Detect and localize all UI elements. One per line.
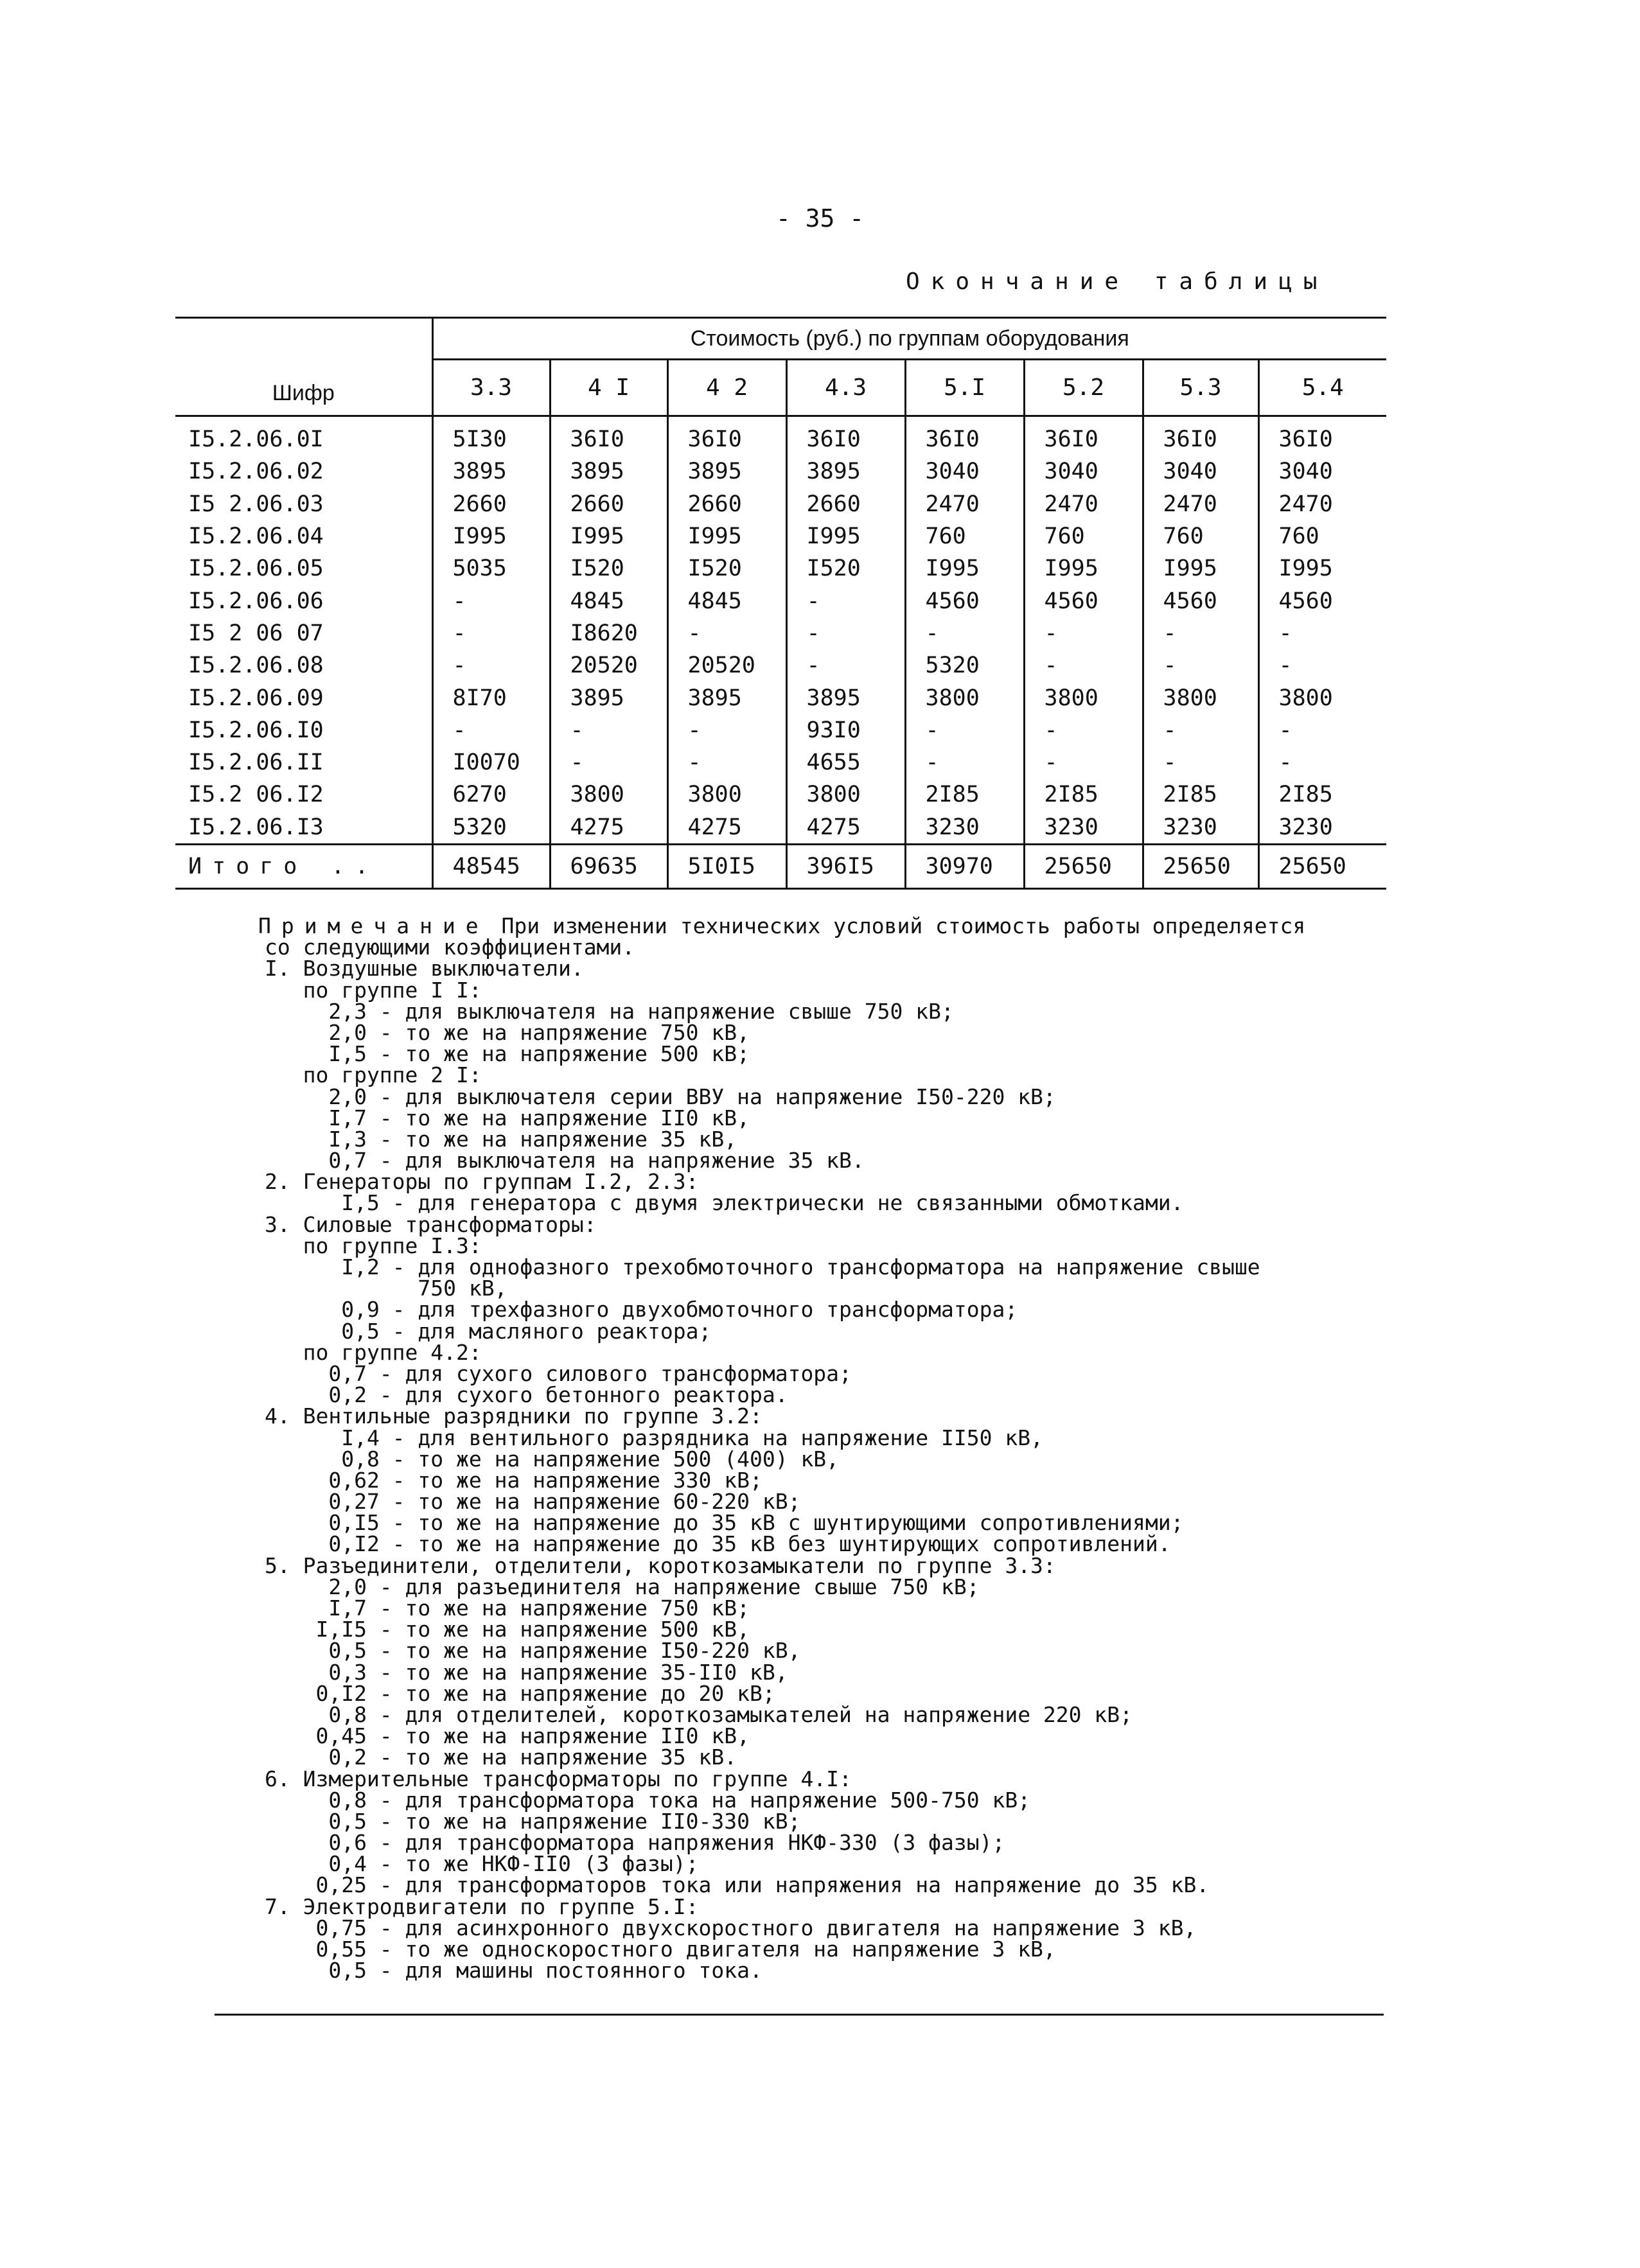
cost-cell: -	[905, 714, 1024, 746]
table-row	[175, 455, 1386, 488]
row-code: I5.2.06.08	[188, 653, 324, 679]
cost-cell: I995	[432, 520, 550, 552]
cost-cell: 4560	[905, 585, 1024, 617]
cost-cell: 36I0	[786, 416, 905, 456]
note-line: I,5 - для генератора с двумя электрически не связанными обмотками.	[265, 1190, 1184, 1216]
cost-cell: -	[905, 617, 1024, 649]
note-line: 2,0 - для выключателя серии ВВУ на напряжение I50-220 кВ;	[265, 1084, 1056, 1109]
cost-cell: I520	[550, 552, 667, 585]
cost-cell: 3040	[1258, 455, 1386, 488]
note-line: I,3 - то же на напряжение 35 кВ,	[265, 1126, 737, 1152]
cost-cell: 3800	[1143, 681, 1258, 714]
cost-cell: -	[550, 714, 667, 746]
cost-cell: -	[1024, 714, 1143, 746]
notes-section	[258, 913, 1421, 1983]
note-line: 0,7 - для выключателя на напряжение 35 кВ.	[265, 1148, 865, 1174]
code-column-header: Шифр	[175, 318, 432, 416]
note-line: 0,8 - для трансформатора тока на напряжение 500-750 кВ;	[265, 1787, 1031, 1813]
table-row	[175, 714, 1386, 746]
row-code: I5.2.06.I3	[188, 814, 324, 840]
cost-cell: I995	[667, 520, 786, 552]
note-line: 0,I2 - то же на напряжение до 35 кВ без шунтирующих сопротивлений.	[265, 1531, 1171, 1557]
cost-cell: 5I30	[432, 416, 550, 456]
note-line: по группе 2 I:	[265, 1062, 482, 1088]
cost-cell: 20520	[550, 649, 667, 681]
note-line: 2,3 - для выключателя на напряжение свыше 750 кВ;	[265, 998, 954, 1024]
row-code: I5.2.06.05	[188, 556, 324, 582]
note-line: 0,8 - то же на напряжение 500 (400) кВ,	[265, 1446, 840, 1472]
total-label: Итого ..	[175, 844, 432, 888]
cost-cell: -	[667, 714, 786, 746]
note-line: 2. Генераторы по группам I.2, 2.3:	[265, 1169, 699, 1195]
cost-cell: 3800	[550, 778, 667, 811]
cost-cell: 3895	[786, 681, 905, 714]
row-code: I5.2 06.I2	[188, 782, 324, 808]
cost-cell: -	[786, 617, 905, 649]
row-code: I5.2.06.06	[188, 588, 324, 614]
note-line: 0,5 - для машины постоянного тока.	[265, 1958, 763, 1983]
cost-table	[175, 317, 1386, 890]
cost-cell: -	[786, 585, 905, 617]
cost-cell: 2660	[550, 488, 667, 520]
note-line: 0,7 - для сухого силового трансформатора;	[265, 1360, 852, 1386]
cost-cell: 2I85	[905, 778, 1024, 811]
cost-cell: 5320	[905, 649, 1024, 681]
note-line: по группе 4.2:	[265, 1339, 482, 1365]
cost-cell: 2I85	[1024, 778, 1143, 811]
cost-cell: 3230	[1143, 811, 1258, 845]
note-line: 2,0 - то же на напряжение 750 кВ,	[265, 1019, 750, 1045]
total-cell: 69635	[550, 844, 667, 888]
cost-cell: 3230	[1024, 811, 1143, 845]
total-cell: 5I0I5	[667, 844, 786, 888]
table-row	[175, 585, 1386, 617]
cost-cell: -	[550, 746, 667, 778]
cost-cell: 36I0	[1258, 416, 1386, 456]
note-line: 0,62 - то же на напряжение 330 кВ;	[265, 1467, 763, 1493]
cost-cell: 4560	[1143, 585, 1258, 617]
cost-cell: 2470	[1024, 488, 1143, 520]
cost-cell: 760	[905, 520, 1024, 552]
note-line: 0,5 - для масляного реактора;	[265, 1318, 712, 1344]
cost-cell: -	[1024, 617, 1143, 649]
table-row	[175, 811, 1386, 845]
cost-cell: 760	[1143, 520, 1258, 552]
total-cell: 48545	[432, 844, 550, 888]
table-row	[175, 778, 1386, 811]
total-cell: 25650	[1024, 844, 1143, 888]
cost-cell: 4560	[1024, 585, 1143, 617]
cost-cell: 2660	[667, 488, 786, 520]
total-cell: 25650	[1143, 844, 1258, 888]
table-row	[175, 681, 1386, 714]
cost-cell: -	[905, 746, 1024, 778]
cost-cell: 36I0	[905, 416, 1024, 456]
cost-cell: -	[1143, 617, 1258, 649]
note-line: 0,3 - то же на напряжение 35-II0 кВ,	[265, 1659, 788, 1685]
total-cell: 30970	[905, 844, 1024, 888]
note-title: Примечание	[258, 913, 489, 938]
note-heading-line	[258, 915, 1421, 936]
column-header: 5.4	[1258, 360, 1386, 416]
cost-cell: 3895	[432, 455, 550, 488]
cost-cell: 3895	[786, 455, 905, 488]
table-row	[175, 617, 1386, 649]
note-line: 0,5 - то же на напряжение I50-220 кВ,	[265, 1638, 801, 1664]
note-line: I,4 - для вентильного разрядника на напряжение II50 кВ,	[265, 1425, 1043, 1450]
note-line: 6. Измерительные трансформаторы по группе 4.I:	[265, 1766, 852, 1791]
page-number: - 35 -	[775, 204, 865, 233]
cost-cell: 3895	[667, 455, 786, 488]
cost-cell: 3040	[1143, 455, 1258, 488]
cost-cell: 3800	[1024, 681, 1143, 714]
row-code: I5.2.06.II	[188, 750, 324, 776]
cost-cell: 36I0	[1024, 416, 1143, 456]
cost-cell: I995	[1143, 552, 1258, 585]
note-line: 0,55 - то же односкоростного двигателя на напряжение 3 кВ,	[265, 1937, 1056, 1962]
note-line: со следующими коэффициентами.	[265, 935, 635, 960]
cost-cell: 5035	[432, 552, 550, 585]
column-header: 4 2	[667, 360, 786, 416]
column-header: 3.3	[432, 360, 550, 416]
note-line: I,2 - для однофазного трехобмоточного трансформатора на напряжение свыше	[265, 1254, 1260, 1279]
cost-cell: 2660	[786, 488, 905, 520]
cost-cell: 3040	[905, 455, 1024, 488]
total-cell: 25650	[1258, 844, 1386, 888]
cost-cell: 36I0	[1143, 416, 1258, 456]
cost-cell: -	[432, 585, 550, 617]
total-row	[175, 844, 1386, 888]
note-line: по группе I I:	[265, 977, 482, 1003]
note-line: 0,45 - то же на напряжение II0 кВ,	[265, 1723, 750, 1749]
cost-cell: 2I85	[1143, 778, 1258, 811]
cost-cell: 3230	[905, 811, 1024, 845]
cost-cell: 4275	[667, 811, 786, 845]
row-code: I5.2.06.0I	[188, 426, 324, 453]
cost-cell: I995	[1258, 552, 1386, 585]
note-line: 0,25 - для трансформаторов тока или напряжения на напряжение до 35 кВ.	[265, 1872, 1210, 1898]
row-code: I5.2.06.02	[188, 459, 324, 485]
cost-cell: 3800	[786, 778, 905, 811]
cost-cell: 2470	[905, 488, 1024, 520]
cost-cell: 3895	[667, 681, 786, 714]
cost-cell: 4845	[550, 585, 667, 617]
cost-cell: 4275	[786, 811, 905, 845]
table-row	[175, 416, 1386, 456]
cost-cell: I520	[667, 552, 786, 585]
cost-cell: -	[786, 649, 905, 681]
cost-cell: 4845	[667, 585, 786, 617]
note-line: 0,5 - то же на напряжение II0-330 кВ;	[265, 1808, 801, 1834]
cost-cell: -	[667, 617, 786, 649]
group-header: Стоимость (руб.) по группам оборудования	[432, 318, 1386, 360]
note-intro: При изменении технических условий стоимость работы определяется	[488, 913, 1306, 938]
note-line: 0,9 - для трехфазного двухобмоточного трансформатора;	[265, 1297, 1018, 1323]
cost-cell: 2I85	[1258, 778, 1386, 811]
cost-cell: 4560	[1258, 585, 1386, 617]
row-code: I5.2.06.09	[188, 685, 324, 711]
cost-cell: 93I0	[786, 714, 905, 746]
note-line: I,7 - то же на напряжение II0 кВ,	[265, 1105, 750, 1130]
column-header: 5.2	[1024, 360, 1143, 416]
table-row	[175, 649, 1386, 681]
cost-cell: 6270	[432, 778, 550, 811]
note-line: 0,27 - то же на напряжение 60-220 кВ;	[265, 1489, 801, 1515]
bottom-rule	[215, 2014, 1384, 2016]
table-row	[175, 552, 1386, 585]
cost-cell: -	[1024, 746, 1143, 778]
cost-cell: 3230	[1258, 811, 1386, 845]
note-line: 0,6 - для трансформатора напряжения НКФ-330 (3 фазы);	[265, 1830, 1005, 1856]
note-line: 4. Вентильные разрядники по группе 3.2:	[265, 1403, 763, 1429]
cost-cell: -	[432, 617, 550, 649]
cost-cell: 3800	[1258, 681, 1386, 714]
table-row	[175, 520, 1386, 552]
cost-cell: 760	[1024, 520, 1143, 552]
cost-cell: 3800	[667, 778, 786, 811]
cost-cell: -	[1143, 746, 1258, 778]
cost-cell: I0070	[432, 746, 550, 778]
cost-cell: -	[1024, 649, 1143, 681]
cost-cell: 2660	[432, 488, 550, 520]
total-cell: 396I5	[786, 844, 905, 888]
cost-cell: -	[1258, 746, 1386, 778]
cost-cell: 3040	[1024, 455, 1143, 488]
note-line: 7. Электродвигатели по группе 5.I:	[265, 1894, 699, 1919]
note-line: 0,8 - для отделителей, короткозамыкателей на напряжение 220 кВ;	[265, 1701, 1133, 1727]
row-code: I5 2.06.03	[188, 491, 324, 517]
cost-cell: 3800	[905, 681, 1024, 714]
note-line: 750 кВ,	[265, 1276, 507, 1301]
cost-cell: I995	[1024, 552, 1143, 585]
table-row	[175, 746, 1386, 778]
note-line: I,5 - то же на напряжение 500 кВ;	[265, 1041, 750, 1067]
note-line: 0,2 - то же на напряжение 35 кВ.	[265, 1745, 737, 1770]
column-header: 5.3	[1143, 360, 1258, 416]
column-header: 4.3	[786, 360, 905, 416]
column-header: 4 I	[550, 360, 667, 416]
cost-cell: -	[432, 714, 550, 746]
note-line: 5. Разъединители, отделители, короткозамыкатели по группе 3.3:	[265, 1552, 1056, 1578]
cost-cell: -	[1258, 617, 1386, 649]
note-line: 0,I5 - то же на напряжение до 35 кВ с шунтирующими сопротивлениями;	[265, 1510, 1184, 1536]
cost-cell: 20520	[667, 649, 786, 681]
note-line: 0,4 - то же НКФ-II0 (3 фазы);	[265, 1851, 699, 1877]
cost-cell: 36I0	[550, 416, 667, 456]
table-row	[175, 488, 1386, 520]
note-line: 2,0 - для разъединителя на напряжение свыше 750 кВ;	[265, 1574, 980, 1599]
cost-cell: I520	[786, 552, 905, 585]
note-line: I,I5 - то же на напряжение 500 кВ,	[265, 1617, 750, 1642]
cost-cell: 3895	[550, 681, 667, 714]
cost-cell: 4275	[550, 811, 667, 845]
cost-cell: 2470	[1258, 488, 1386, 520]
cost-cell: I995	[550, 520, 667, 552]
note-line: 0,2 - для сухого бетонного реактора.	[265, 1382, 788, 1408]
note-line: 0,75 - для асинхронного двухскоростного двигателя на напряжение 3 кВ,	[265, 1915, 1197, 1940]
cost-cell: 36I0	[667, 416, 786, 456]
cost-cell: -	[1143, 649, 1258, 681]
note-line: по группе I.3:	[265, 1233, 482, 1258]
cost-cell: 4655	[786, 746, 905, 778]
column-header: 5.I	[905, 360, 1024, 416]
note-line: 0,I2 - то же на напряжение до 20 кВ;	[265, 1680, 775, 1706]
row-code: I5.2.06.I0	[188, 717, 324, 743]
cost-cell: -	[1258, 714, 1386, 746]
cost-cell: -	[432, 649, 550, 681]
note-line: 3. Силовые трансформаторы:	[265, 1211, 597, 1237]
cost-cell: -	[1143, 714, 1258, 746]
row-code: I5 2 06 07	[188, 620, 324, 646]
cost-cell: -	[667, 746, 786, 778]
cost-cell: I995	[786, 520, 905, 552]
cost-cell: 3895	[550, 455, 667, 488]
cost-cell: 760	[1258, 520, 1386, 552]
cost-cell: I995	[905, 552, 1024, 585]
note-line: I. Воздушные выключатели.	[265, 956, 584, 981]
row-code: I5.2.06.04	[188, 523, 324, 550]
cost-cell: 5320	[432, 811, 550, 845]
cost-cell: 2470	[1143, 488, 1258, 520]
table-caption: Окончание таблицы	[906, 268, 1328, 295]
cost-cell: -	[1258, 649, 1386, 681]
note-line: I,7 - то же на напряжение 750 кВ;	[265, 1596, 750, 1621]
cost-cell: I8620	[550, 617, 667, 649]
cost-cell: 8I70	[432, 681, 550, 714]
